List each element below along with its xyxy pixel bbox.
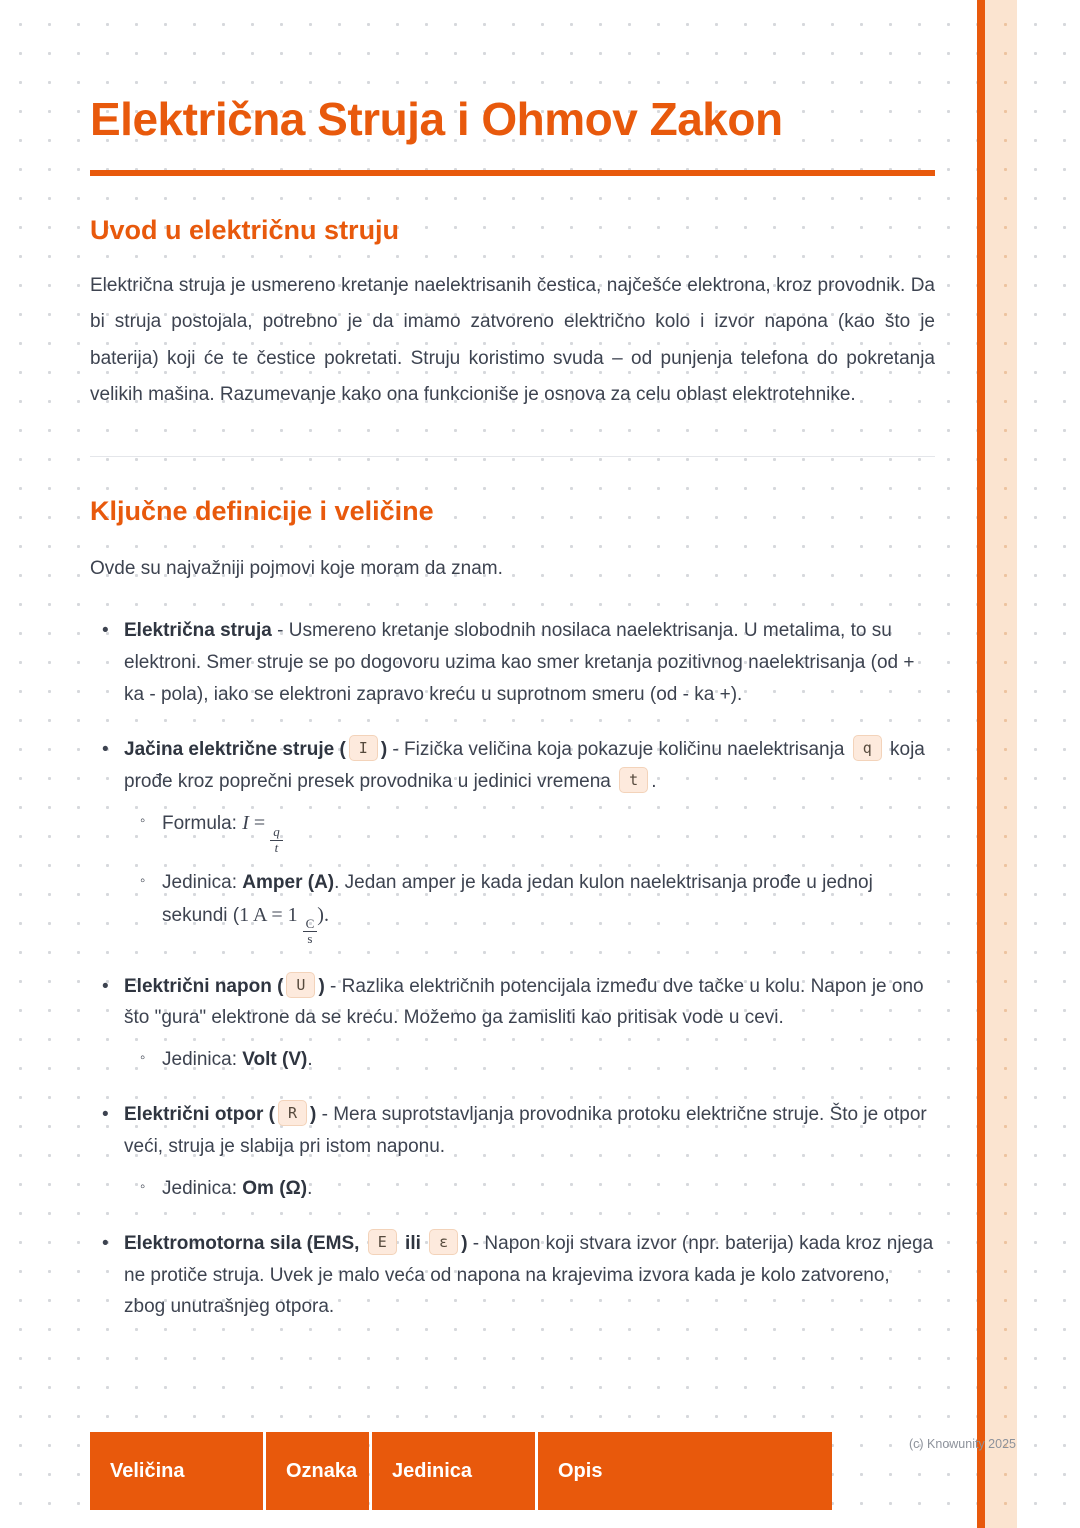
fraction-denominator: s	[307, 931, 313, 947]
definition-term-close: )	[310, 1104, 317, 1126]
definition-term: Električni otpor (	[124, 1104, 275, 1126]
bullet-icon: •	[102, 1104, 109, 1126]
bullet-icon: •	[102, 1233, 109, 1255]
sub-bullet-icon: ◦	[140, 872, 146, 890]
definition-text: - Napon koji stvara izvor (npr. baterija) kada kroz njega ne protiče struja. Uvek je malo veća od napona na krajevima izvora kada je kolo zatvoreno, zbog unutrašnjeg otpora.	[124, 1233, 934, 1318]
definition-sublist	[124, 1173, 935, 1205]
title-divider-rule	[90, 170, 935, 176]
definition-item-jacina	[102, 734, 935, 947]
symbol-chip-r: R	[278, 1100, 307, 1126]
unit-label: Jedinica:	[162, 1177, 243, 1199]
definition-text: koja prođe kroz poprečni presek provodnika u jedinici vremena	[124, 739, 925, 792]
definition-item-struja	[102, 615, 935, 710]
table-header-opis: Opis	[538, 1432, 832, 1510]
fraction-numerator: q	[270, 825, 283, 841]
unit-text	[162, 1044, 935, 1076]
definition-body	[124, 971, 935, 1076]
unit-item-volt	[140, 1044, 935, 1076]
unit-name: Amper (A)	[242, 872, 335, 894]
formula-text	[162, 807, 935, 855]
definition-body	[124, 1099, 935, 1204]
definition-item-otpor	[102, 1099, 935, 1204]
definitions-list	[90, 615, 935, 1322]
symbol-chip-i: I	[349, 735, 378, 761]
document-content	[90, 0, 935, 1323]
definition-term: Jačina električne struje (	[124, 739, 346, 761]
definition-text: - Razlika električnih potencijala između dve tačke u kolu. Napon je ono što "gura" elektrone da se kreću. Možemo ga zamisliti kao pritisak vode u cevi.	[124, 975, 924, 1029]
definition-sublist	[124, 807, 935, 947]
unit-item-amper	[140, 867, 935, 947]
formula-variable: I	[242, 812, 249, 835]
quantities-table-header	[90, 1432, 832, 1510]
unit-description: . Jedan amper je kada jedan kulon naelektrisanja prođe u jednoj sekundi (	[162, 872, 873, 926]
definition-body	[124, 615, 935, 710]
unit-close: .	[307, 1177, 313, 1199]
definition-item-ems	[102, 1228, 935, 1323]
definition-term-mid: ili	[399, 1233, 427, 1255]
sub-bullet-icon: ◦	[140, 1048, 146, 1066]
symbol-chip-u: U	[286, 972, 315, 998]
unit-name: Om (Ω)	[242, 1177, 308, 1199]
definition-term-close: )	[380, 739, 388, 761]
formula-item	[140, 807, 935, 855]
accent-vertical-bar	[977, 0, 985, 1528]
intro-paragraph: Električna struja je usmereno kretanje naelektrisanih čestica, najčešće elektrona, kroz provodnik. Da bi struja postojala, potrebno je da imamo zatvoreno električno kolo i izvor napona (kao što je baterija) koji će te čestice pokretati. Struju koristimo svuda – od punjenja telefona do pokretanja velikih mašina. Razumevanje kako ona funkcioniše je osnova za celu oblast elektrotehnike.	[90, 274, 935, 406]
unit-label: Jedinica:	[162, 872, 243, 894]
symbol-chip-e: E	[368, 1229, 397, 1255]
sub-bullet-icon: ◦	[140, 812, 146, 830]
definition-term-close: )	[461, 1233, 468, 1255]
section-heading-definicije: Ključne definicije i veličine	[90, 495, 434, 526]
unit-item-om	[140, 1173, 935, 1205]
symbol-chip-q: q	[853, 735, 882, 761]
copyright-text: (c) Knowunity 2025	[908, 1437, 1016, 1451]
definition-item-napon	[102, 971, 935, 1076]
bullet-icon: •	[102, 739, 109, 761]
symbol-chip-t: t	[619, 767, 648, 793]
definition-text: .	[651, 770, 657, 792]
formula-fraction	[270, 825, 283, 855]
definition-body	[124, 734, 935, 947]
formula-label: Formula:	[162, 813, 243, 835]
fraction-denominator: t	[274, 839, 279, 855]
unit-text	[162, 867, 935, 947]
definition-body	[124, 1228, 935, 1323]
bullet-icon: •	[102, 975, 109, 997]
table-header-velicina: Veličina	[90, 1432, 263, 1510]
unit-name: Volt (V)	[242, 1048, 308, 1070]
formula-equals: =	[248, 812, 271, 835]
bullet-icon: •	[102, 620, 109, 642]
page-title: Električna Struja i Ohmov Zakon	[90, 93, 783, 145]
table-header-jedinica: Jedinica	[372, 1432, 535, 1510]
definition-text: - Usmereno kretanje slobodnih nosilaca naelektrisanja. U metalima, to su elektroni. Smer struje se po dogovoru uzima kao smer kretanja pozitivnog naelektrisanja (od + ka - pola), iako se elektroni zapravo kreću u suprotnom smeru (od - ka +).	[124, 620, 915, 705]
peach-side-band	[985, 0, 1017, 1528]
unit-label: Jedinica:	[162, 1048, 243, 1070]
sub-bullet-icon: ◦	[140, 1177, 146, 1195]
definition-term: Električni napon (	[124, 975, 284, 997]
definition-term: Električna struja	[124, 620, 272, 642]
unit-fraction	[303, 917, 318, 947]
definition-term: Elektromotorna sila (EMS,	[124, 1233, 365, 1255]
unit-math-close: ).	[317, 903, 329, 926]
section-heading-uvod: Uvod u električnu struju	[90, 214, 400, 245]
table-header-oznaka: Oznaka	[266, 1432, 369, 1510]
definition-text: - Mera suprotstavljanja provodnika protoku električne struje. Što je otpor veći, struja je slabija pri istom naponu.	[124, 1104, 927, 1157]
section-divider	[90, 456, 935, 457]
fraction-numerator: C	[303, 917, 318, 933]
definition-sublist	[124, 1044, 935, 1076]
unit-text	[162, 1173, 935, 1205]
definitions-intro: Ovde su najvažniji pojmovi koje moram da znam.	[90, 558, 503, 580]
definition-term-close: )	[318, 975, 325, 997]
definition-text: - Fizička veličina koja pokazuje količinu naelektrisanja	[387, 739, 850, 761]
unit-close: .	[307, 1048, 313, 1070]
unit-math: 1 A = 1	[239, 903, 303, 926]
symbol-chip-epsilon: ε	[429, 1229, 458, 1255]
